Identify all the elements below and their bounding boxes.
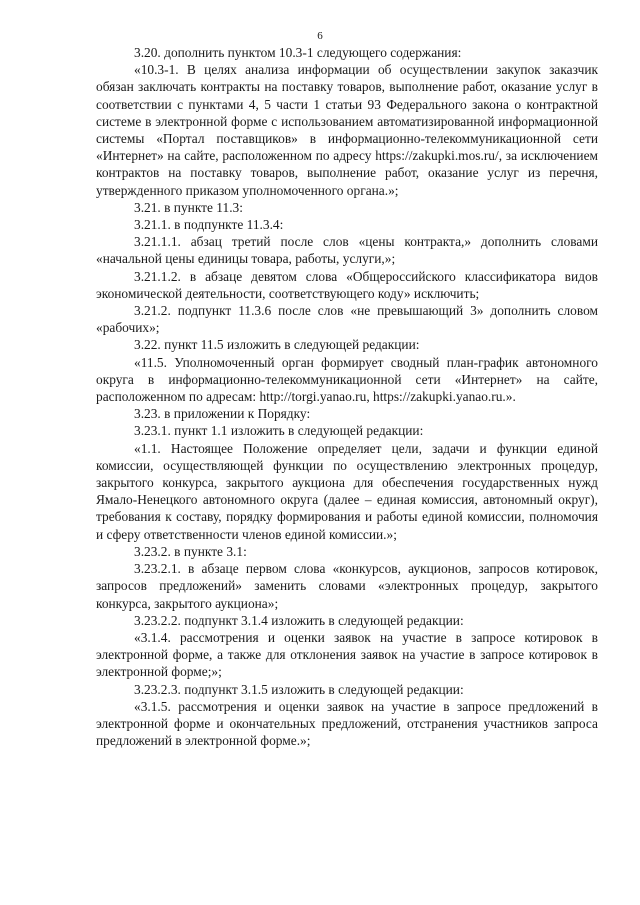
paragraph-3-21-1: 3.21.1. в подпункте 11.3.4: — [134, 217, 284, 233]
paragraph-3-21: 3.21. в пункте 11.3: — [134, 199, 243, 215]
paragraph-3-23-2: 3.23.2. в пункте 3.1: — [134, 543, 247, 559]
paragraph-3-1-4: «3.1.4. рассмотрения и оценки заявок на участие в запросе котировок в электронной форме, а также для отклонения заявок на участие в запросе котировок в электронной форме;»; — [96, 629, 598, 680]
page-number: 6 — [317, 30, 323, 42]
paragraph-3-23-1: 3.23.1. пункт 1.1 изложить в следующей редакции: — [134, 423, 424, 439]
paragraph-3-20: 3.20. дополнить пунктом 10.3-1 следующего содержания: — [134, 45, 462, 60]
paragraph-3-23-2-3: 3.23.2.3. подпункт 3.1.5 изложить в следующей редакции: — [134, 681, 464, 697]
paragraph-3-23-2-2: 3.23.2.2. подпункт 3.1.4 изложить в следующей редакции: — [134, 612, 464, 628]
paragraph-1-1: «1.1. Настоящее Положение определяет цели, задачи и функции единой комиссии, осуществляющей функции по осуществлению электронных процедур, закрытого конкурса, закрытого аукциона для обеспечения государственных нужд Ямало-Ненецкого автономного округа (далее – единая комиссия, автономный округ), требования к составу, порядку формирования и работы единой комиссии, полномочия и сферу ответственности членов единой комиссии.»; — [96, 440, 598, 542]
document-body — [96, 44, 598, 749]
paragraph-3-23: 3.23. в приложении к Порядку: — [134, 406, 311, 422]
paragraph-11-5: «11.5. Уполномоченный орган формирует сводный план-график автономного округа в информационно-телекоммуникационной сети «Интернет» на сайте, расположенном по адресам: http://torgi.yanao.ru, https://zakupki.yanao.ru.». — [96, 354, 598, 405]
paragraph-3-22: 3.22. пункт 11.5 изложить в следующей редакции: — [134, 337, 420, 353]
paragraph-3-21-1-2: 3.21.1.2. в абзаце девятом слова «Общероссийского классификатора видов экономической деятельности, соответствующего коду» исключить; — [96, 268, 598, 301]
paragraph-10-3-1: «10.3-1. В целях анализа информации об осуществлении закупок заказчик обязан заключать контракты на поставку товаров, выполнение работ, оказание услуг в соответствии с пунктами 4, 5 части 1 статьи 93 Федерального закона о контрактной системе в электронной форме с использованием автоматизированной информационной системы «Портал поставщиков» в информационно-телекоммуникационной сети «Интернет» на сайте, расположенном по адресу https://zakupki.mos.ru/, за исключением контрактов на поставку товаров, выполнение работ, оказание услуг из перечня, утвержденного приказом уполномоченного органа.»; — [96, 62, 598, 198]
paragraph-3-21-1-1: 3.21.1.1. абзац третий после слов «цены контракта,» дополнить словами «начальной цены единицы товара, работы, услуги,»; — [96, 234, 598, 267]
paragraph-3-1-5: «3.1.5. рассмотрения и оценки заявок на участие в запросе предложений в электронной форме и окончательных предложений, отстранения участников запроса предложений в электронной форме.»; — [96, 698, 598, 749]
paragraph-3-23-2-1: 3.23.2.1. в абзаце первом слова «конкурсов, аукционов, запросов котировок, запросов предложений» заменить словами «электронных процедур, закрытого конкурса, закрытого аукциона»; — [96, 561, 598, 611]
paragraph-3-21-2: 3.21.2. подпункт 11.3.6 после слов «не превышающий 3» дополнить словом «рабочих»; — [96, 303, 598, 336]
